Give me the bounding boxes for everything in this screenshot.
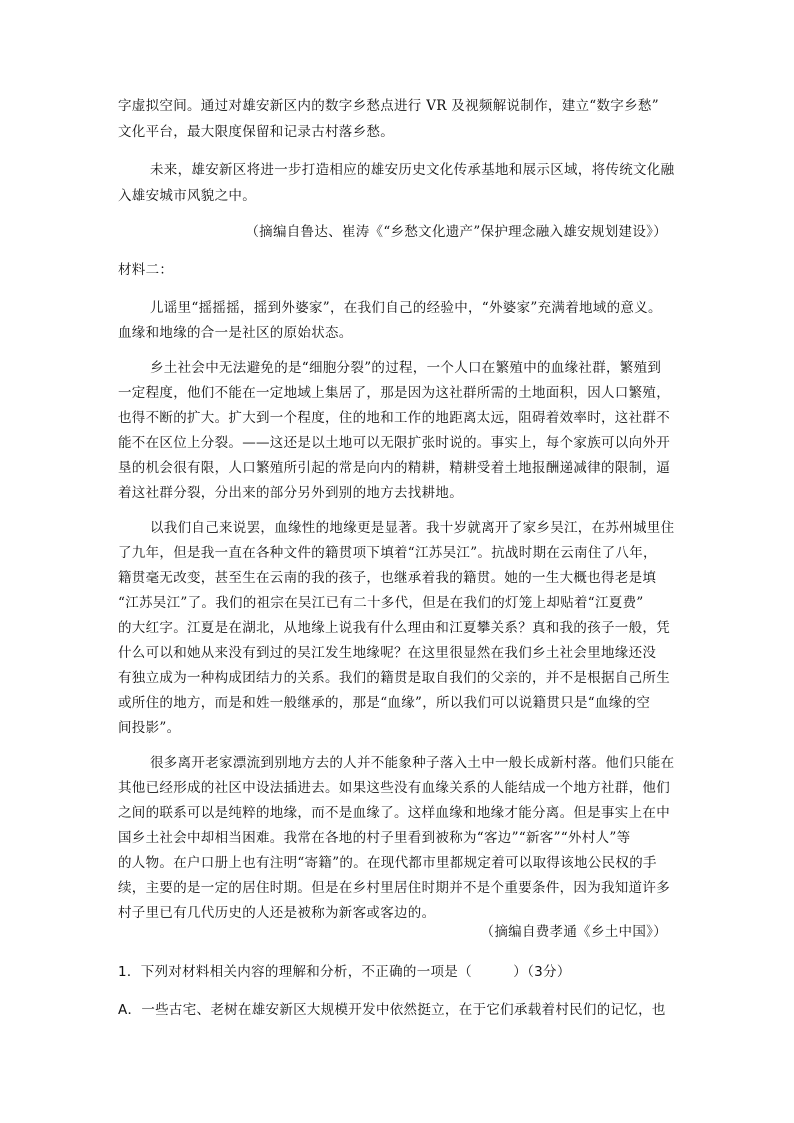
source-citation: （摘编自鲁达、崔涛《“乡愁文化遗产”保护理念融入雄安规划建设》） xyxy=(245,224,667,240)
paragraph-line: 垦的机会很有限，人口繁殖所引起的常是向内的精耕，精耕受着土地报酬递减律的限制，逼 xyxy=(118,460,670,476)
paragraph-line: 村子里已有几代历史的人还是被称为新客或客边的。 xyxy=(118,905,436,921)
paragraph-line: 很多离开老家漂流到别地方去的人并不能象种子落入土中一般长成新村落。他们只能在 xyxy=(150,755,675,771)
paragraph-line: 一定程度，他们不能在一定地域上集居了，那是因为这社群所需的土地面积，因人口繁殖， xyxy=(118,385,670,401)
paragraph-line: 儿谣里“摇摇摇，摇到外婆家”，在我们自己的经验中，“外婆家”充满着地域的意义。 xyxy=(150,300,662,316)
paragraph-line: 的大红字。江夏是在湖北，从地缘上说我有什么理由和江夏攀关系？真和我的孩子一般，凭 xyxy=(118,620,670,636)
paragraph-line: 续，主要的是一定的居住时期。但是在乡村里居住时期并不是个重要条件，因为我知道许多 xyxy=(118,880,670,896)
intro-line: 文化平台，最大限度保留和记录古村落乡愁。 xyxy=(118,124,394,140)
source-citation: （摘编自费孝通《乡土中国》） xyxy=(480,924,667,940)
paragraph-line: 籍贯毫无改变，甚至生在云南的我的孩子，也继承着我的籍贯。她的一生大概也得老是填 xyxy=(118,570,657,586)
paragraph-line: 乡土社会中无法避免的是“细胞分裂”的过程，一个人口在繁殖中的血缘社群，繁殖到 xyxy=(150,360,662,376)
intro-line: 字虚拟空间。通过对雄安新区内的数字乡愁点进行 VR 及视频解说制作，建立“数字乡愁” xyxy=(118,98,659,114)
paragraph-line: 或所住的地方，而是和姓一般继承的，那是“血缘”，所以我们可以说籍贯只是“血缘的空 xyxy=(118,695,651,711)
paragraph-line: 什么可以和她从来没有到过的吴江发生地缘呢？在这里很显然在我们乡土社会里地缘还没 xyxy=(118,645,657,661)
paragraph-line: 其他已经形成的社区中设法插进去。如果这些没有血缘关系的人能结成一个地方社群，他们 xyxy=(118,780,670,796)
answer-option-a: A．一些古宅、老树在雄安新区大规模开发中依然挺立，在于它们承载着村民们的记忆，也 xyxy=(118,1002,666,1018)
material-heading: 材料二： xyxy=(118,262,174,278)
question-stem: 1．下列对材料相关内容的理解和分析，不正确的一项是（ ）（3分） xyxy=(118,964,571,980)
paragraph-line: 间投影”。 xyxy=(118,720,181,736)
paragraph-line: “江苏吴江”了。我们的祖宗在吴江已有二十多代，但是在我们的灯笼上却贴着“江夏费” xyxy=(118,595,644,611)
paragraph-line: 的人物。在户口册上也有注明“寄籍”的。在现代都市里都规定着可以取得该地公民权的手 xyxy=(118,855,657,871)
future-line: 未来，雄安新区将进一步打造相应的雄安历史文化传承基地和展示区域，将传统文化融 xyxy=(150,162,675,178)
paragraph-line: 能不在区位上分裂。——这还是以土地可以无限扩张时说的。事实上，每个家族可以向外开 xyxy=(118,435,670,451)
paragraph-line: 国乡土社会中却相当困难。我常在各地的村子里看到被称为“客边”“新客”“外村人”等 xyxy=(118,830,631,846)
paragraph-line: 也得不断的扩大。扩大到一个程度，住的地和工作的地距离太远，阻碍着效率时，这社群不 xyxy=(118,410,670,426)
paragraph-line: 着这社群分裂，分出来的部分另外到别的地方去找耕地。 xyxy=(118,485,463,501)
paragraph-line: 之间的联系可以是纯粹的地缘，而不是血缘了。这样血缘和地缘才能分离。但是事实上在中 xyxy=(118,805,670,821)
paragraph-line: 以我们自己来说罢，血缘性的地缘更是显著。我十岁就离开了家乡吴江，在苏州城里住 xyxy=(150,520,675,536)
paragraph-line: 血缘和地缘的合一是社区的原始状态。 xyxy=(118,325,353,341)
future-line: 入雄安城市风貌之中。 xyxy=(118,188,256,204)
paragraph-line: 了九年，但是我一直在各种文件的籍贯项下填着“江苏吴江”。抗战时期在云南住了八年， xyxy=(118,545,657,561)
paragraph-line: 有独立成为一种构成团结力的关系。我们的籍贯是取自我们的父亲的，并不是根据自己所生 xyxy=(118,670,670,686)
